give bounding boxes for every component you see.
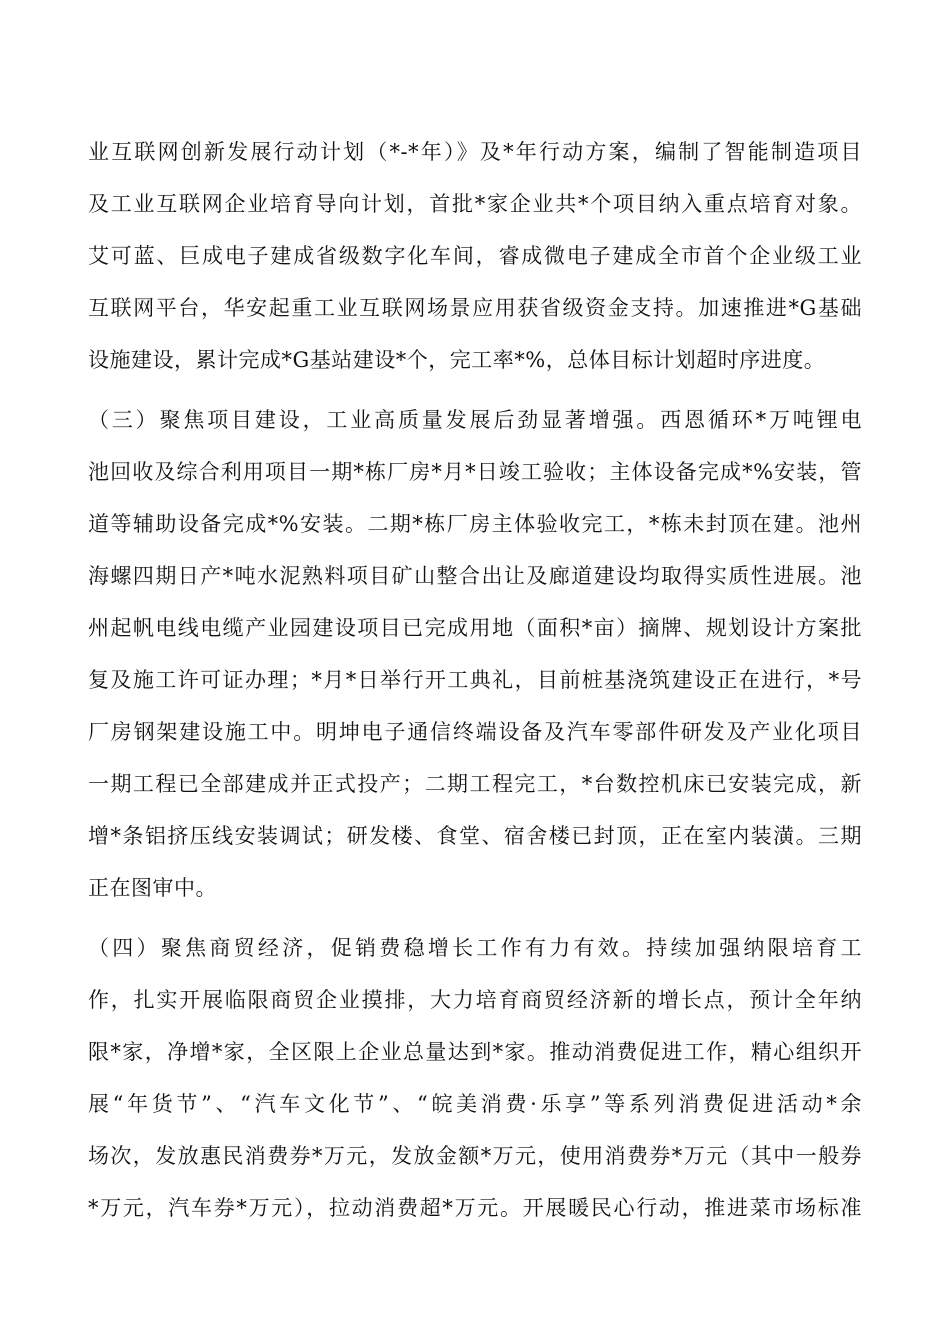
text-line: （三）聚焦项目建设，工业高质量发展后劲显著增强。西恩循环*万吨锂电 (88, 408, 862, 432)
text-line: 州起帆电线电缆产业园建设项目已完成用地（面积*亩）摘牌、规划设计方案批 (88, 616, 862, 640)
document-body (88, 126, 862, 1234)
text-line: 艾可蓝、巨成电子建成省级数字化车间，睿成微电子建成全市首个企业级工业 (88, 244, 862, 268)
text-line: 作，扎实开展临限商贸企业摸排，大力培育商贸经济新的增长点，预计全年纳 (88, 988, 862, 1012)
text-line: 海螺四期日产*吨水泥熟料项目矿山整合出让及廊道建设均取得实质性进展。池 (88, 564, 862, 588)
text-line: 一期工程已全部建成并正式投产；二期工程完工，*台数控机床已安装完成，新 (88, 772, 862, 796)
paragraph-commerce-economy (88, 922, 862, 1234)
paragraph-project-construction (88, 394, 862, 914)
text-line: 复及施工许可证办理；*月*日举行开工典礼，目前桩基浇筑建设正在进行，*号 (88, 668, 862, 692)
text-line: 道等辅助设备完成*%安装。二期*栋厂房主体验收完工，*栋未封顶在建。池州 (88, 512, 862, 536)
text-line: 场次，发放惠民消费券*万元，发放金额*万元，使用消费券*万元（其中一般券 (88, 1144, 862, 1168)
text-line: 及工业互联网企业培育导向计划，首批*家企业共*个项目纳入重点培育对象。 (88, 192, 862, 216)
paragraph-digital-infrastructure (88, 126, 862, 386)
paragraph-gap (88, 386, 862, 394)
text-line: （四）聚焦商贸经济，促销费稳增长工作有力有效。持续加强纳限培育工 (88, 936, 862, 960)
paragraph-gap (88, 914, 862, 922)
text-line: *万元，汽车券*万元），拉动消费超*万元。开展暖民心行动，推进菜市场标准 (88, 1196, 862, 1220)
text-line: 池回收及综合利用项目一期*栋厂房*月*日竣工验收；主体设备完成*%安装，管 (88, 460, 862, 484)
text-line: 展“年货节”、“汽车文化节”、“皖美消费·乐享”等系列消费促进活动*余 (88, 1092, 862, 1116)
text-line: 互联网平台，华安起重工业互联网场景应用获省级资金支持。加速推进*G基础 (88, 296, 862, 320)
text-line: 设施建设，累计完成*G基站建设*个，完工率*%，总体目标计划超时序进度。 (88, 348, 826, 372)
text-line: 厂房钢架建设施工中。明坤电子通信终端设备及汽车零部件研发及产业化项目 (88, 720, 862, 744)
text-line: 正在图审中。 (88, 876, 217, 900)
text-line: 业互联网创新发展行动计划（*-*年）》及*年行动方案，编制了智能制造项目 (88, 140, 862, 164)
text-line: 限*家，净增*家，全区限上企业总量达到*家。推动消费促进工作，精心组织开 (88, 1040, 862, 1064)
text-line: 增*条铝挤压线安装调试；研发楼、食堂、宿舍楼已封顶，正在室内装潢。三期 (88, 824, 862, 848)
